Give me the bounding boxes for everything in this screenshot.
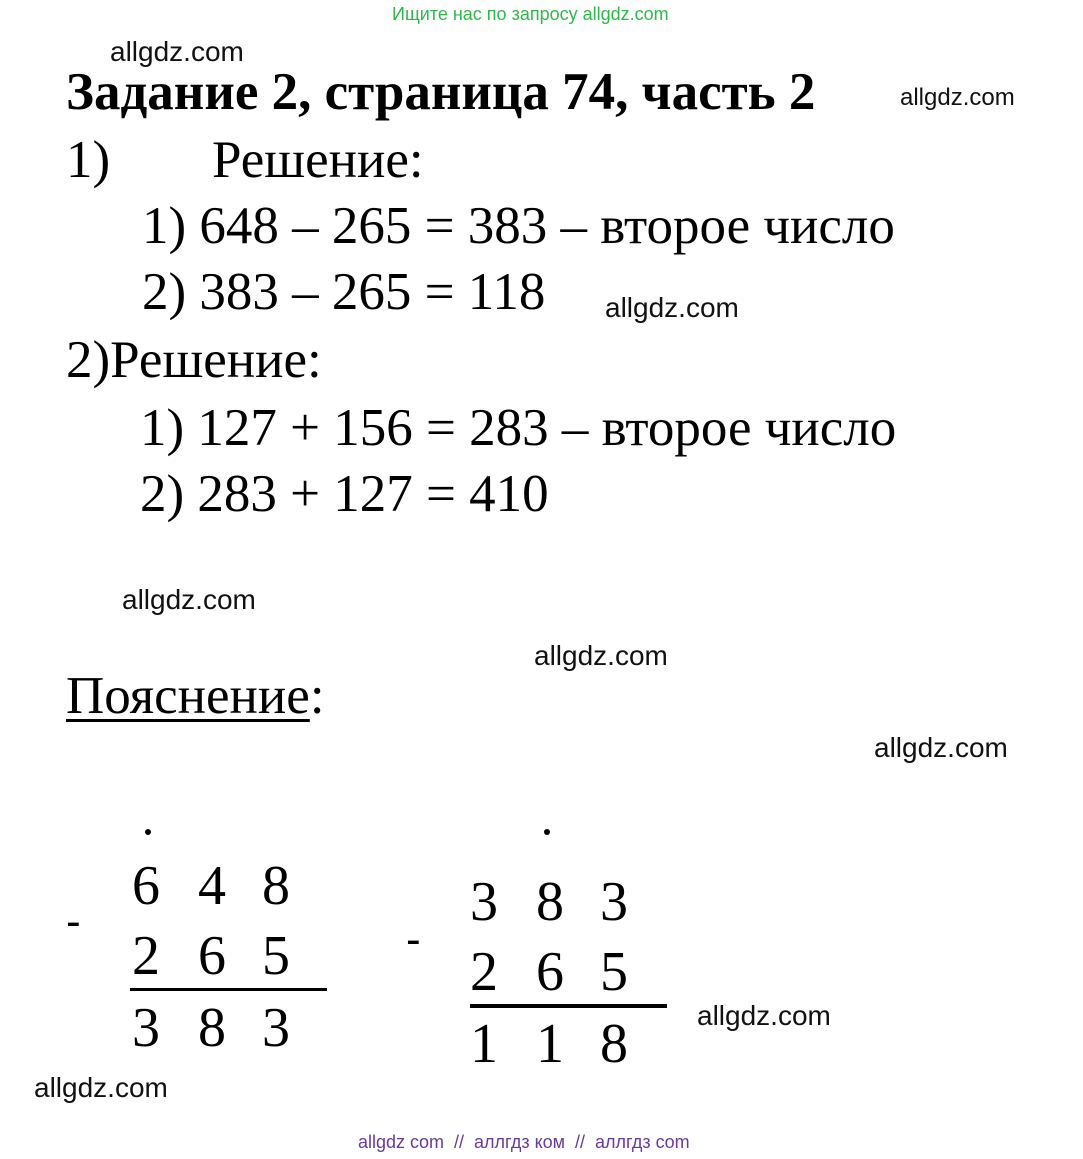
part2-step-2: 2) 283 + 127 = 410 (140, 465, 549, 523)
watermark: allgdz.com (605, 292, 739, 323)
digit: 6 (536, 941, 564, 1003)
digit: 4 (198, 855, 226, 917)
digit: 6 (198, 925, 226, 987)
result-line (470, 1004, 667, 1008)
watermark: allgdz.com (34, 1072, 168, 1103)
digit: 3 (262, 997, 290, 1059)
digit: 8 (600, 1013, 628, 1075)
part2-label-heading (66, 331, 322, 389)
watermark: allgdz.com (122, 584, 256, 615)
part1-label: 1) (66, 131, 111, 189)
digit: 3 (132, 997, 160, 1059)
watermark: allgdz.com (874, 732, 1008, 763)
result-line (130, 988, 327, 991)
borrow-dot (544, 829, 550, 835)
digit: 1 (536, 1013, 564, 1075)
digit: 2 (470, 941, 498, 1003)
part2-label: 2) (66, 331, 111, 389)
part1-step-2: 2) 383 – 265 = 118 (142, 263, 546, 321)
watermark: allgdz.com (110, 36, 244, 67)
digit: 3 (470, 871, 498, 933)
part2-step-1: 1) 127 + 156 = 283 – второе число (140, 399, 897, 457)
watermark: allgdz.com (900, 84, 1015, 111)
minus-sign: - (66, 897, 81, 946)
minus-sign: - (406, 915, 421, 964)
explanation-heading: Пояснение (66, 667, 310, 725)
page-title: Задание 2, страница 74, часть 2 (66, 63, 816, 121)
digit: 8 (262, 855, 290, 917)
digit: 1 (470, 1013, 498, 1075)
explanation-colon: : (309, 667, 325, 725)
digit: 3 (600, 871, 628, 933)
digit: 2 (132, 925, 160, 987)
part2-heading: Решение: (110, 331, 322, 389)
bottom-banner: allgdz com // аллгдз ком // аллгдз com (358, 1132, 690, 1152)
digit: 5 (262, 925, 290, 987)
watermark: allgdz.com (534, 640, 668, 671)
top-banner: Ищите нас по запросу allgdz.com (392, 4, 669, 24)
digit: 8 (198, 997, 226, 1059)
watermark: allgdz.com (697, 1000, 831, 1031)
digit: 6 (132, 855, 160, 917)
digit: 8 (536, 871, 564, 933)
part1-step-1: 1) 648 – 265 = 383 – второе число (142, 197, 895, 255)
borrow-dot (145, 829, 151, 835)
explanation-heading-row (66, 667, 325, 725)
digit: 5 (600, 941, 628, 1003)
part1-heading: Решение: (212, 131, 424, 189)
